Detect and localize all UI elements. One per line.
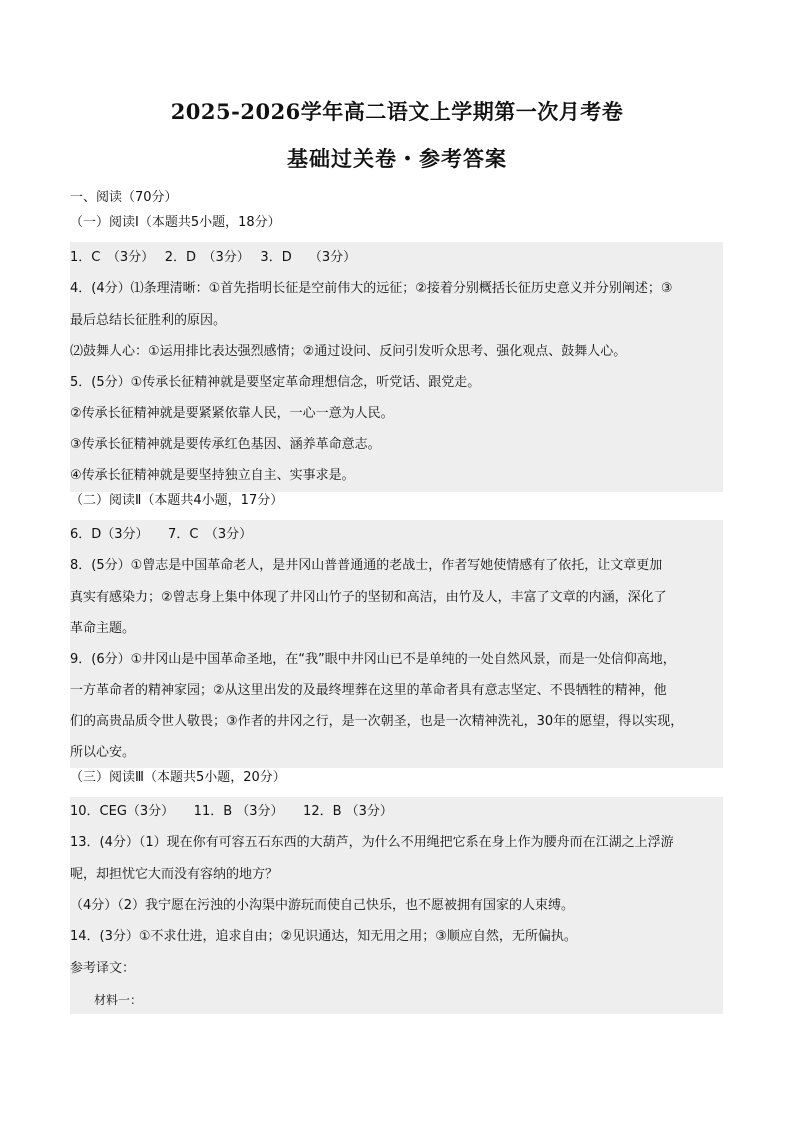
part-2-header: （二）阅读Ⅱ（本题共4小题，17分）: [70, 493, 284, 508]
answer-line: ⑵鼓舞人心：①运用排比表达强烈感情；②通过设问、反问引发听众思考、强化观点、鼓舞人心。: [70, 344, 627, 359]
answer-line: 呢，却担忧它大而没有容纳的地方？: [70, 867, 279, 882]
answer-line: 最后总结长征胜利的原因。: [70, 313, 227, 328]
translation-label: 参考译文：: [70, 961, 136, 976]
page-title: 2025-2026学年高二语文上学期第一次月考卷: [170, 99, 624, 124]
answer-line: 真实有感染力；②曾志身上集中体现了井冈山竹子的坚韧和高洁，由竹及人，丰富了文章的内涵，深化了: [70, 590, 667, 605]
answer-line: 革命主题。: [70, 621, 136, 636]
answer-line: 们的高贵品质令世人敬畏；③作者的井冈之行，是一次朝圣，也是一次精神洗礼，30年的愿望，得以实现，: [70, 714, 684, 729]
answer-line: 6．D（3分） 7．C （3分）: [70, 527, 253, 542]
answer-line: 14．(3分）①不求仕进，追求自由；②见识通达，知无用之用；③顺应自然，无所偏执。: [70, 929, 577, 944]
part-3-header: （三）阅读Ⅲ（本题共5小题，20分）: [70, 770, 286, 785]
answer-line: 10．CEG（3分） 11．B （3分） 12．B （3分）: [70, 804, 393, 819]
answer-line: 4．(4分）⑴条理清晰：①首先指明长征是空前伟大的远征；②接着分别概括长征历史意义并分别阐述；③: [70, 281, 673, 296]
answer-line: （4分）（2）我宁愿在污浊的小沟渠中游玩而使自己快乐，也不愿被拥有国家的人束缚。: [70, 898, 575, 913]
answer-line: 一方革命者的精神家园；②从这里出发的及最终埋葬在这里的革命者具有意志坚定、不畏牺牲的精神，他: [70, 683, 667, 698]
part-1-header: （一）阅读Ⅰ（本题共5小题，18分）: [70, 215, 281, 230]
section-reading-heading: 一、阅读（70分）: [70, 190, 178, 205]
answer-line: ②传承长征精神就是要紧紧依靠人民，一心一意为人民。: [70, 406, 394, 421]
answer-line: 13．(4分）（1）现在你有可容五石东西的大葫芦，为什么不用绳把它系在身上作为腰舟而在江湖之上浮游: [70, 835, 674, 850]
page-subtitle: 基础过关卷・参考答案: [287, 146, 507, 171]
answer-line: ④传承长征精神就是要坚持独立自主、实事求是。: [70, 468, 355, 483]
material-one-label: 材料一：: [70, 993, 143, 1007]
answer-line: 5．(5分）①传承长征精神就是要坚定革命理想信念，听党话、跟党走。: [70, 375, 481, 390]
answer-line: ③传承长征精神就是要传承红色基因、涵养革命意志。: [70, 437, 381, 452]
answer-line: 9．(6分）①井冈山是中国革命圣地，在“我”眼中井冈山已不是单纯的一处自然风景，而是一处信仰高地，: [70, 652, 676, 667]
answer-line: 1．C （3分） 2．D （3分） 3．D （3分）: [70, 250, 357, 265]
answer-line: 所以心安。: [70, 745, 136, 760]
answer-line: 8．(5分）①曾志是中国革命老人，是井冈山普普通通的老战士，作者写她使情感有了依托，让文章更加: [70, 558, 663, 573]
